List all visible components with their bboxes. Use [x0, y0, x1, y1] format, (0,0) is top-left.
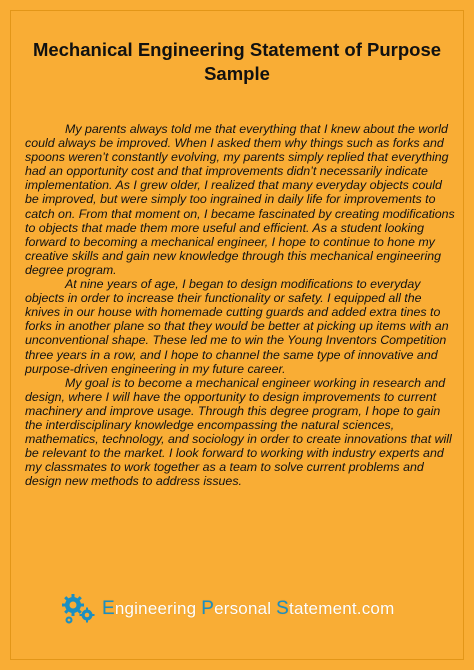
- paragraph-3: My goal is to become a mechanical engineer working in research and design, where I will have the opportunity to design improvements to current machinery and improve usage. Through this degree program, I hope to gain the interdisciplinary knowledge encompassing the natural sciences, mathematics, technology, and sociology in order to create innovations that will be relevant to the market. I look forward to working with industry experts and my classmates to work together as a team to solve current problems and design new methods to address issues.: [25, 375, 452, 489]
- brand-letter-s: S: [276, 598, 290, 619]
- brand-letter-p: P: [201, 598, 215, 619]
- footer-brand: [60, 592, 394, 626]
- document-body: [25, 122, 455, 488]
- document-title: Mechanical Engineering Statement of Purpose Sample: [32, 39, 442, 84]
- brand-name: [102, 598, 394, 620]
- paragraph-2: At nine years of age, I began to design modifications to everyday objects in order to increase their functionality or safety. I equipped all the knives in our house with homemade cutting guards and added extra tines to forks in another plane so that they would be better at picking up items with an unconventional shape. These led me to win the Young Inventors Competition three years in a row, and I hope to channel the same type of innovative and purpose-driven engineering in my future career.: [25, 277, 449, 376]
- paragraph-1: My parents always told me that everything that I knew about the world could always be improved. When I asked them why things such as forks and spoons weren’t constantly evolving, my parents simply replied that everything had an opportunity cost and that improvements didn’t necessarily indicate implementation. As I grew older, I realized that many everyday objects could be improved, but were simply too ingrained in daily life for improvements to catch on. From that moment on, I became fascinated by creating modifications to objects that made them more useful and efficient. As a student looking forward to becoming a mechanical engineer, I hope to continue to hone my creative skills and gain new knowledge through this mechanical engineering degree program.: [25, 122, 455, 277]
- brand-text-1: ngineering: [114, 599, 202, 618]
- gears-icon: [60, 592, 100, 626]
- brand-text-3: tatement.com: [289, 599, 395, 618]
- brand-text-2: ersonal: [214, 599, 277, 618]
- brand-letter-e: E: [102, 598, 115, 619]
